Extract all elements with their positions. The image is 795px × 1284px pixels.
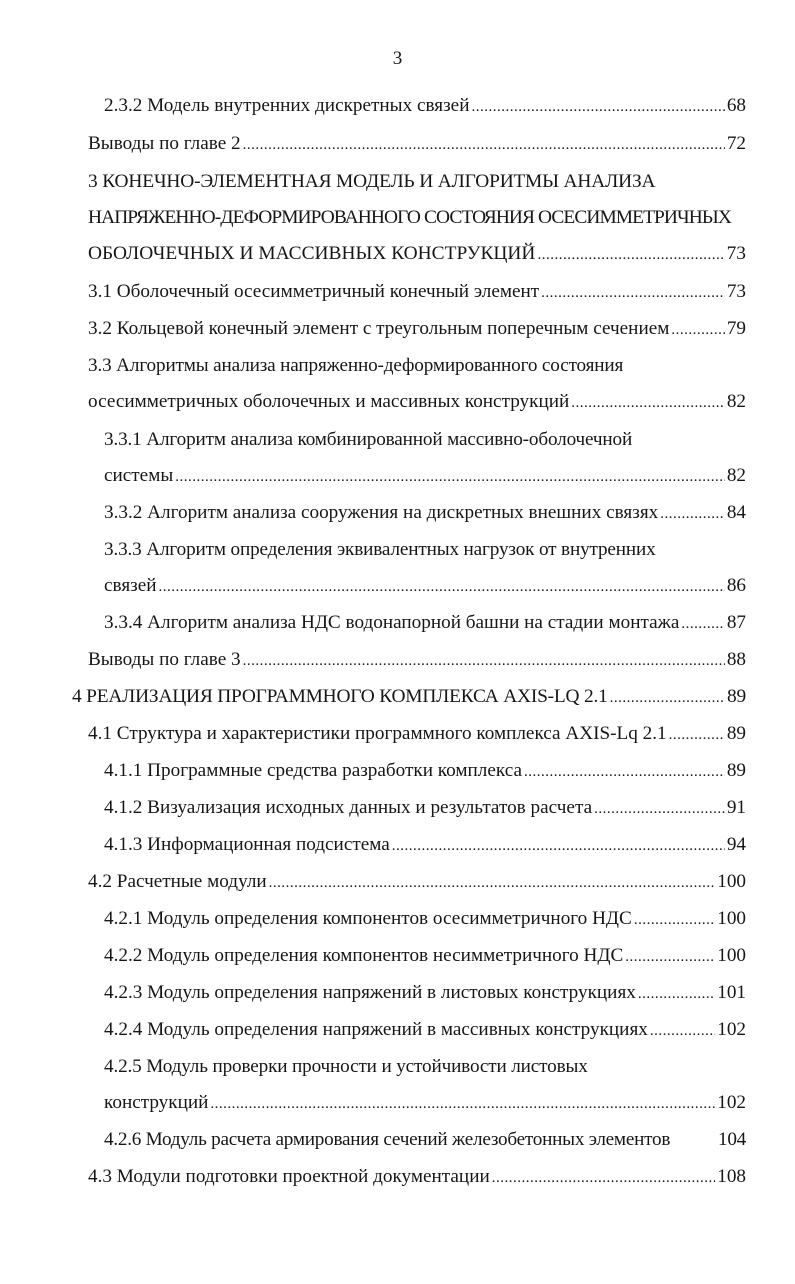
- toc-entry-3-3[interactable]: [88, 387, 746, 417]
- toc-entry-4-2-6[interactable]: [104, 1125, 746, 1155]
- toc-entry-title: 4.2.3 Модуль определения напряжений в листовых конструкциях: [104, 982, 636, 1003]
- toc-entry-chapter-4[interactable]: [72, 682, 746, 712]
- toc-page-number: 89: [727, 686, 746, 707]
- toc-page-number: 100: [717, 871, 746, 892]
- toc-entry-3-3-4[interactable]: [104, 608, 746, 638]
- toc-entry-title: 4.2.2 Модуль определения компонентов несимметричного НДС: [104, 945, 624, 966]
- toc-page-number: 100: [717, 945, 746, 966]
- toc-entry-4-1[interactable]: [88, 719, 746, 749]
- toc-leader-dots: [392, 831, 725, 861]
- toc-leader-dots: [610, 683, 725, 713]
- toc-leader-dots: [660, 499, 725, 529]
- toc-chapter-3-title-line-1: 3 КОНЕЧНО-ЭЛЕМЕНТНАЯ МОДЕЛЬ И АЛГОРИТМЫ АНАЛИЗА: [88, 171, 656, 192]
- toc-chapter-3-title-line-2: НАПРЯЖЕННО-ДЕФОРМИРОВАННОГО СОСТОЯНИЯ ОСЕСИММЕТРИЧНЫХ: [88, 207, 731, 228]
- toc-entry-3-3-3-line-1: 3.3.3 Алгоритм определения эквивалентных нагрузок от внутренних: [104, 539, 656, 560]
- toc-entry-title: 4.2 Расчетные модули: [88, 871, 267, 892]
- toc-entry-4-1-2[interactable]: [104, 793, 746, 823]
- toc-entry-title: 4.1.2 Визуализация исходных данных и результатов расчета: [104, 797, 593, 818]
- toc-page-number: 79: [726, 318, 746, 339]
- toc-entry-title: связей: [104, 575, 157, 596]
- toc-entry-4-3[interactable]: [88, 1162, 746, 1192]
- toc-leader-dots: [175, 462, 725, 492]
- toc-page-number: 89: [726, 760, 746, 781]
- toc-page-number: 91: [726, 797, 746, 818]
- toc-entry-title: 3.2 Кольцевой конечный элемент с треугольным поперечным сечением: [88, 318, 670, 339]
- toc-leader-dots: [537, 240, 724, 270]
- toc-leader-dots: [571, 388, 725, 418]
- toc-entry-4-2-2[interactable]: [104, 941, 746, 971]
- toc-leader-dots: [541, 278, 725, 308]
- toc-entry-title: ОБОЛОЧЕЧНЫХ И МАССИВНЫХ КОНСТРУКЦИЙ: [88, 243, 536, 264]
- toc-entry-title: осесимметричных оболочечных и массивных конструкций: [88, 391, 570, 412]
- page-number: 3: [392, 48, 403, 69]
- toc-leader-dots: [492, 1163, 715, 1193]
- toc-entry-4-2-3[interactable]: [104, 978, 746, 1008]
- toc-page-number: 82: [726, 465, 746, 486]
- toc-leader-dots: [269, 868, 716, 898]
- toc-entry-3-3-1-line-1: 3.3.1 Алгоритм анализа комбинированной массивно-оболочечной: [104, 429, 633, 450]
- toc-entry-4-1-3[interactable]: [104, 830, 746, 860]
- toc-entry-title: 4.2.6 Модуль расчета армирования сечений железобетонных элементов: [104, 1129, 671, 1150]
- toc-entry-3-1[interactable]: [88, 277, 746, 307]
- toc-leader-dots: [638, 979, 715, 1009]
- toc-entry-chapter-3[interactable]: [88, 239, 746, 269]
- toc-entry-2-3-2[interactable]: [104, 91, 746, 121]
- toc-entry-3-2[interactable]: [88, 314, 746, 344]
- toc-entry-title: 4.2.1 Модуль определения компонентов осесимметричного НДС: [104, 908, 632, 929]
- toc-entry-3-3-1[interactable]: [104, 461, 746, 491]
- toc-entry-title: 4.3 Модули подготовки проектной документации: [88, 1166, 490, 1187]
- toc-entry-title: 2.3.2 Модель внутренних дискретных связей: [104, 95, 470, 116]
- toc-leader-dots: [471, 92, 724, 122]
- toc-entry-4-2-5-line-1: 4.2.5 Модуль проверки прочности и устойчивости листовых: [104, 1056, 588, 1077]
- toc-entry-title: 4.1.1 Программные средства разработки комплекса: [104, 760, 522, 781]
- toc-leader-dots: [634, 905, 715, 935]
- toc-entry-title: 4.2.4 Модуль определения напряжений в массивных конструкциях: [104, 1019, 648, 1040]
- toc-entry-conclusions-ch2[interactable]: [88, 129, 746, 159]
- toc-entry-title: 4.1.3 Информационная подсистема: [104, 834, 390, 855]
- toc-leader-dots: [243, 646, 725, 676]
- toc-entry-title: 4.1 Структура и характеристики программного комплекса AXIS-Lq 2.1: [88, 723, 667, 744]
- toc-entry-title: Выводы по главе 2: [88, 133, 241, 154]
- toc-page-number: 88: [726, 649, 746, 670]
- toc-page-number: 87: [726, 612, 746, 633]
- toc-entry-title: системы: [104, 465, 174, 486]
- toc-entry-title: конструкций: [104, 1092, 209, 1113]
- toc-page-number: 73: [726, 243, 746, 264]
- toc-page-number: 94: [726, 834, 746, 855]
- toc-page-number: 82: [726, 391, 746, 412]
- toc-entry-4-2-4[interactable]: [104, 1015, 746, 1045]
- toc-page-number: 102: [717, 1092, 746, 1113]
- toc-page-number: 101: [717, 982, 746, 1003]
- toc-entry-conclusions-ch3[interactable]: [88, 645, 746, 675]
- toc-page-number: 104: [717, 1129, 746, 1150]
- toc-page-number: 102: [717, 1019, 746, 1040]
- toc-leader-dots: [594, 794, 725, 824]
- toc-entry-3-3-2[interactable]: [104, 498, 746, 528]
- toc-page-number: 73: [726, 281, 746, 302]
- toc-leader-dots: [524, 757, 725, 787]
- toc-entry-title: 4 РЕАЛИЗАЦИЯ ПРОГРАММНОГО КОМПЛЕКСА AXIS-LQ 2.1: [72, 686, 608, 707]
- toc-entry-title: 3.3.2 Алгоритм анализа сооружения на дискретных внешних связях: [104, 502, 659, 523]
- toc-leader-dots: [671, 315, 724, 345]
- toc-page-number: 100: [717, 908, 746, 929]
- toc-entry-3-3-3[interactable]: [104, 571, 746, 601]
- toc-leader-dots: [159, 572, 725, 602]
- toc-leader-dots: [243, 130, 725, 160]
- toc-page-number: 108: [717, 1166, 746, 1187]
- toc-entry-title: 3.3.4 Алгоритм анализа НДС водонапорной башни на стадии монтажа: [104, 612, 680, 633]
- toc-entry-title: 3.1 Оболочечный осесимметричный конечный элемент: [88, 281, 540, 302]
- toc-entry-3-3-line-1: 3.3 Алгоритмы анализа напряженно-деформированного состояния: [88, 355, 624, 376]
- toc-entry-4-2-1[interactable]: [104, 904, 746, 934]
- toc-page-number: 86: [726, 575, 746, 596]
- toc-entry-4-2-5[interactable]: [104, 1088, 746, 1118]
- toc-entry-title: Выводы по главе 3: [88, 649, 241, 670]
- toc-page-number: 89: [726, 723, 746, 744]
- toc-page-number: 84: [726, 502, 746, 523]
- toc-entry-4-1-1[interactable]: [104, 756, 746, 786]
- toc-page-number: 72: [726, 133, 746, 154]
- toc-page-number: 68: [726, 95, 746, 116]
- toc-leader-dots: [669, 720, 725, 750]
- toc-leader-dots: [625, 942, 715, 972]
- toc-entry-4-2[interactable]: [88, 867, 746, 897]
- toc-leader-dots: [681, 609, 724, 639]
- toc-leader-dots: [650, 1016, 715, 1046]
- toc-leader-dots: [210, 1089, 715, 1119]
